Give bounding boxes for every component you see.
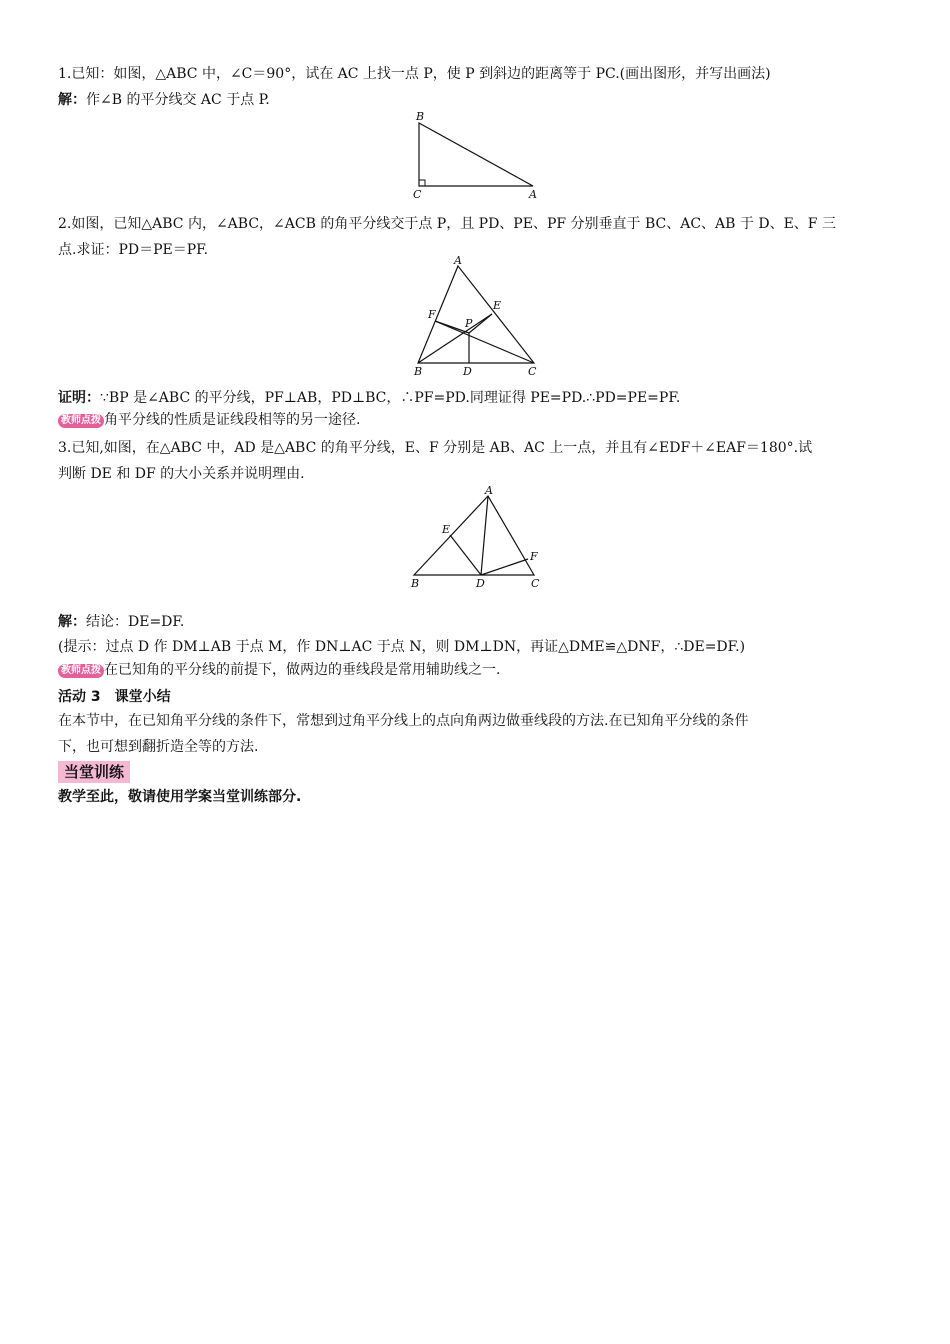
q1-solution-text: 作∠B 的平分线交 AC 于点 P. xyxy=(86,92,270,108)
q2-tip xyxy=(58,410,898,430)
q2-proof-text: ∵BP 是∠ABC 的平分线，PF⊥AB，PD⊥BC，∴PF=PD.同理证得 PE=PD.∴PD=PE=PF. xyxy=(100,390,681,406)
q3-tip-tag: 教师点拨 xyxy=(58,664,104,678)
q1-label-b: B xyxy=(416,110,425,123)
q1-triangle xyxy=(419,123,533,186)
q1-solution-label: 解： xyxy=(58,92,86,108)
q3-tip-text: 在已知角的平分线的前提下，做两边的垂线段是常用辅助线之一. xyxy=(104,662,501,678)
q3-segment-de xyxy=(450,535,481,575)
q2-label-c: C xyxy=(528,365,537,378)
q1-label-a: A xyxy=(529,188,537,201)
q2-proof xyxy=(58,388,898,408)
activity3-line1: 在本节中，在已知角平分线的条件下，常想到过角平分线上的点向角两边做垂线段的方法.在已知角平分线的条件 xyxy=(58,713,749,729)
q2-label-a: A xyxy=(454,255,462,267)
q1-figure xyxy=(405,105,555,205)
q2-label-d: D xyxy=(463,365,472,378)
q2-tip-text: 角平分线的性质是证线段相等的另一途径. xyxy=(104,412,361,428)
q1-label-c: C xyxy=(413,188,422,201)
q3-bisector-ad xyxy=(481,496,488,575)
q2-tip-tag: 教师点拨 xyxy=(58,414,104,428)
q3-label-f: F xyxy=(530,550,538,563)
q2-label-b: B xyxy=(414,365,423,378)
q2-text-line1: 2.如图，已知△ABC 内，∠ABC，∠ACB 的角平分线交于点 P，且 PD、PE、PF 分别垂直于 BC、AC、AB 于 D、E、F 三 xyxy=(58,216,836,232)
q2-perp-pe xyxy=(469,314,492,333)
q1-text: 1.已知：如图，△ABC 中，∠C＝90°，试在 AC 上找一点 P，使 P 到斜边的距离等于 PC.(画出图形，并写出画法) xyxy=(58,66,771,82)
q3-label-c: C xyxy=(531,577,540,590)
q3-segment-df xyxy=(481,559,528,575)
q2-perp-pf xyxy=(435,321,469,333)
q2-proof-label: 证明： xyxy=(58,390,100,406)
q3-text-line1: 3.已知,如图，在△ABC 中，AD 是△ABC 的角平分线，E、F 分别是 AB、AC 上一点，并且有∠EDF＋∠EAF＝180°.试 xyxy=(58,440,813,456)
q2-label-f: F xyxy=(428,308,436,321)
training-banner: 当堂训练 xyxy=(58,761,130,783)
q2-label-e: E xyxy=(493,299,502,312)
q3-figure xyxy=(405,480,555,592)
activity3-title: 活动 3 课堂小结 xyxy=(58,689,171,705)
q3-solution-text: 结论：DE=DF. xyxy=(86,614,185,630)
q3-label-d: D xyxy=(476,577,485,590)
q3-label-e: E xyxy=(442,523,451,536)
q2-bisector-bp xyxy=(418,314,492,363)
q2-label-p: P xyxy=(465,317,473,330)
q1-right-angle-mark xyxy=(419,180,425,186)
activity3-line2: 下，也可想到翻折造全等的方法. xyxy=(58,739,259,755)
q2-figure xyxy=(405,255,555,380)
training-note: 教学至此，敬请使用学案当堂训练部分. xyxy=(58,789,302,805)
q3-solution xyxy=(58,612,898,632)
training-banner-row xyxy=(58,761,898,783)
q3-label-a: A xyxy=(485,484,493,497)
q3-text-line2: 判断 DE 和 DF 的大小关系并说明理由. xyxy=(58,466,305,482)
q3-tip xyxy=(58,660,898,680)
q3-solution-label: 解： xyxy=(58,614,86,630)
q2-text-line2: 点.求证：PD＝PE＝PF. xyxy=(58,242,209,258)
q3-label-b: B xyxy=(411,577,420,590)
q3-hint: (提示：过点 D 作 DM⊥AB 于点 M，作 DN⊥AC 于点 N，则 DM⊥DN，再证△DME≌△DNF，∴DE=DF.) xyxy=(58,639,746,655)
